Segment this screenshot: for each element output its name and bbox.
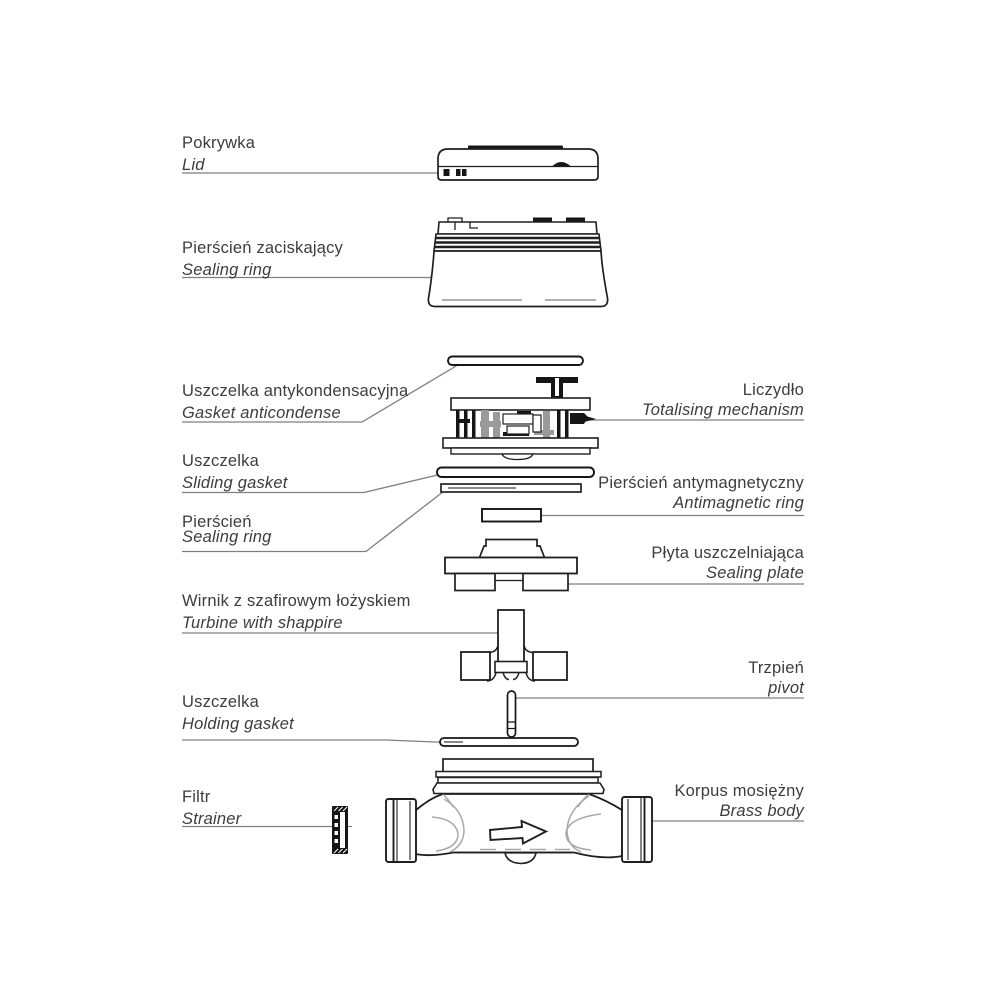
lid-stud-2b <box>462 169 467 176</box>
totaliser-gear-box-1 <box>503 414 533 424</box>
lid-drawing <box>438 146 598 181</box>
totaliser-sub-plate <box>451 448 590 454</box>
clamping-ring-drawing <box>428 218 607 307</box>
label-sealing-ring-pl: Pierścień <box>182 513 252 531</box>
lid-stud-2a <box>456 169 461 176</box>
label-lid <box>182 132 255 176</box>
label-sealing-plate <box>651 543 804 583</box>
turbine-legs-inner <box>503 673 519 680</box>
label-anticondense-en: Gasket anticondense <box>182 404 341 422</box>
antimagnetic-ring-drawing <box>482 509 541 522</box>
pivot-drawing <box>508 691 516 737</box>
cone-body <box>428 251 607 307</box>
totaliser-bottom-tab <box>502 454 533 460</box>
sealing-plate-hat <box>480 540 545 558</box>
brass-body-drawing <box>386 759 652 864</box>
label-clamping-ring-pl: Pierścień zaciskający <box>182 239 344 257</box>
sealing-plate-drawing <box>445 540 577 591</box>
label-brass-body <box>674 781 804 821</box>
body-neck-band2 <box>438 778 598 784</box>
turbine-drawing <box>461 610 567 681</box>
label-totaliser-en: Totalising mechanism <box>641 401 804 419</box>
body-bottom-bump <box>505 853 536 864</box>
label-strainer <box>182 786 241 830</box>
label-totaliser-pl: Liczydło <box>742 381 804 399</box>
turbine-shaft <box>498 610 524 662</box>
label-holding-gasket-pl: Uszczelka <box>182 693 259 711</box>
label-sealing-ring <box>182 515 272 545</box>
label-holding-gasket-en: Holding gasket <box>182 715 294 733</box>
totaliser-pinion <box>570 413 596 424</box>
turbine-blade-right <box>533 652 567 680</box>
turbine-blade-left <box>461 652 490 680</box>
label-lid-en: Lid <box>182 156 205 174</box>
body-neck-band1 <box>436 772 601 778</box>
body-hex-left <box>386 799 416 862</box>
label-antimagnetic-ring-en: Antimagnetic ring <box>673 494 804 512</box>
label-sealing-ring-en: Sealing ring <box>182 528 272 546</box>
sealing-plate-top <box>445 558 577 574</box>
turbine-hub <box>495 662 527 673</box>
holding-gasket-drawing <box>440 738 578 746</box>
totaliser-funnel-slit <box>555 378 559 396</box>
sealing-ring-drawing <box>441 484 581 492</box>
label-turbine <box>182 590 411 634</box>
label-pivot <box>748 658 804 698</box>
label-turbine-en: Turbine with shappire <box>182 614 343 632</box>
strainer-drawing <box>332 806 348 854</box>
label-anticondense-pl: Uszczelka antykondensacyjna <box>182 382 409 400</box>
totaliser-gear-box-2 <box>507 426 529 434</box>
label-pivot-pl: Trzpień <box>748 659 804 677</box>
anticondense-gasket-disc <box>448 357 583 366</box>
totaliser-bottom-plate <box>443 438 598 448</box>
body-neck-top <box>443 759 593 772</box>
label-sliding-gasket-pl: Uszczelka <box>182 452 259 470</box>
cone-top-band <box>438 222 597 234</box>
strainer-slot <box>340 812 345 848</box>
label-turbine-pl: Wirnik z szafirowym łożyskiem <box>182 592 411 610</box>
totaliser-drawing <box>443 377 598 460</box>
label-holding-gasket <box>182 691 294 735</box>
label-brass-body-pl: Korpus mosiężny <box>674 782 804 800</box>
label-sliding-gasket-en: Sliding gasket <box>182 474 288 492</box>
sealing-plate-foot-left <box>455 574 495 591</box>
label-sealing-plate-en: Sealing plate <box>705 564 804 582</box>
body-hex-right <box>622 797 652 862</box>
label-totaliser <box>642 380 804 420</box>
label-antimagnetic-ring <box>598 473 804 513</box>
label-pivot-en: pivot <box>768 679 804 697</box>
turbine-legs-outer <box>487 673 535 682</box>
label-sealing-plate-pl: Płyta uszczelniająca <box>651 544 804 562</box>
label-sliding-gasket <box>182 450 288 494</box>
label-clamping-ring <box>182 237 343 281</box>
totaliser-top-plate <box>451 398 590 410</box>
label-lid-pl: Pokrywka <box>182 134 256 152</box>
label-anticondense <box>182 380 408 424</box>
label-strainer-pl: Filtr <box>182 788 211 806</box>
lid-stud-1 <box>444 169 450 176</box>
totaliser-gear-box-3 <box>533 415 541 432</box>
sealing-plate-foot-right <box>523 574 568 591</box>
label-antimagnetic-ring-pl: Pierścień antymagnetyczny <box>598 474 804 492</box>
sliding-gasket-disc <box>437 468 594 478</box>
label-clamping-ring-en: Sealing ring <box>182 261 272 279</box>
body-neck-flare <box>433 783 604 794</box>
leader-holding-gasket <box>182 740 447 743</box>
label-brass-body-en: Brass body <box>719 802 804 820</box>
label-strainer-en: Strainer <box>182 810 242 828</box>
